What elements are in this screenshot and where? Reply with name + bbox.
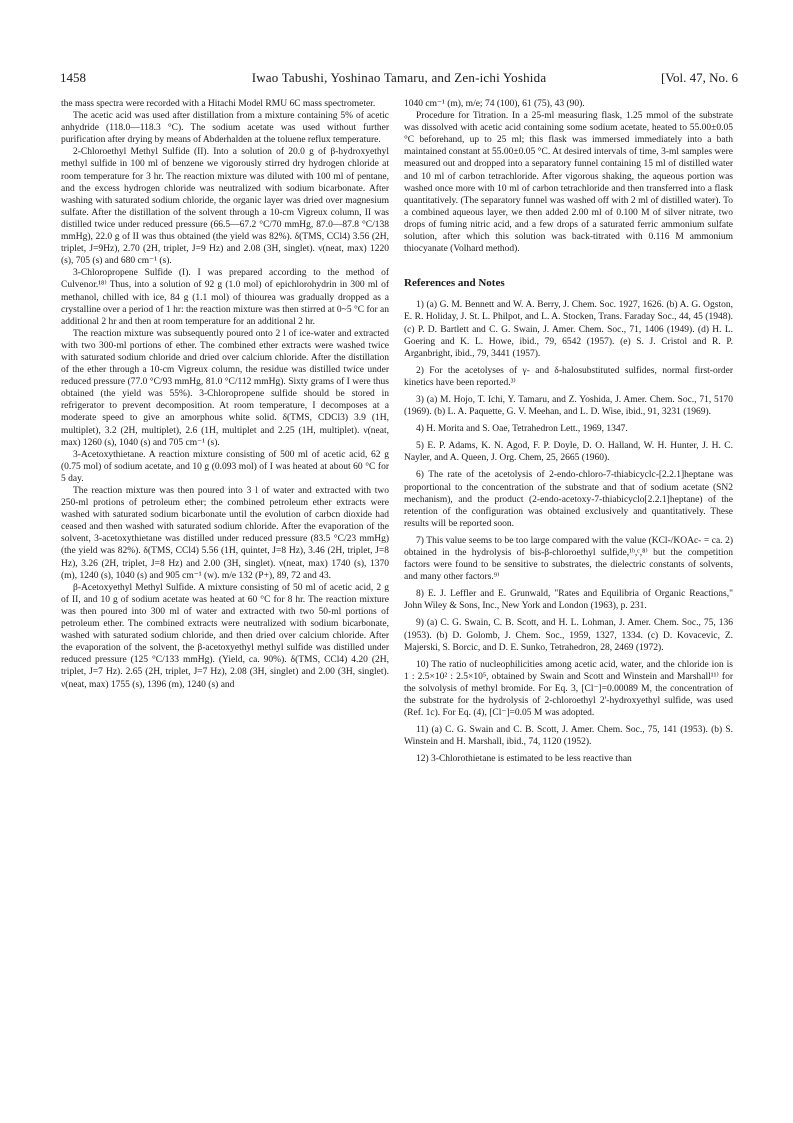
paragraph: The reaction mixture was then poured into 3 l of water and extracted with two 250-ml protions of petroleum ether; the combined petroleum ether extracts were washed with saturated sodium bicarbonate until the evolution of carbcn dioxide had ceased and then washed with saturated sodium chloride. After the evaporation of the solvent, 3-acetoxythietane was distilled under reduced pressure (83.5 °C/23 mmHg) (the yield was 82%). δ(TMS, CCl4) 5.56 (1H, quintet, J=8 Hz), 3.46 (2H, triplet, J=8 Hz), 3.26 (2H, triplet, J=8 Hz) and 2.00 (3H, singlet). ν(neat, max) 1740 (s), 1370 (m), 1240 (s), 1040 (s) and 905 cm⁻¹ (w). m/e 132 (P+), 89, 72 and 43. (61, 486, 389, 581)
paragraph: 3-Chloropropene Sulfide (I). I was prepared according to the method of Culvenor.¹⁸⁾ Thus, into a solution of 92 g (1.0 mol) of epichlorohydrin in 300 ml of methanol, chilled with ice, 84 g (1.1 mol) of thiourea was gradually dropped as a crystalline over a period of 1 hr: the reaction mixture was then stirred at 0~5 °C for an additional 2 hr and then at room temperature for an additional 2 hr. (61, 268, 389, 327)
references-heading: References and Notes (404, 277, 505, 290)
reference-item: 8) E. J. Leffler and E. Grunwald, "Rates and Equilibria of Organic Reactions," John Wiley & Sons, Inc., New York and London (1963), p. 231. (404, 589, 733, 612)
reference-item: 6) The rate of the acetolysis of 2-endo-chloro-7-thiabicyclc-[2.2.1]heptane was proportional to the concentration of the substrate and that of sodium acetate (SN2 mechanism), and the product (2-endo-acetoxy-7-thiabicyclo[2.2.1]heptane) of the retention of the configuration was obtained exclusively and quantitatively. These results will be reported soon. (404, 470, 733, 529)
reference-item: 5) E. P. Adams, K. N. Agod, F. P. Doyle, D. O. Halland, W. H. Hunter, J. H. C. Nayler, and A. Queen, J. Org. Chem, 25, 2665 (1960). (404, 441, 733, 464)
reference-item: 9) (a) C. G. Swain, C. B. Scott, and H. L. Lohman, J. Amer. Chem. Soc., 75, 136 (1953). (b) D. Golomb, J. Chem. Soc., 1959, 1327, 1334. (c) D. Kovacevic, Z. Majerski, S. Borcic, and D. E. Sunko, Tetrahedron, 28, 2469 (1972). (404, 618, 733, 653)
references-list (404, 299, 733, 765)
paragraph: The acetic acid was used after distillation from a mixture containing 5% of acetic anhydride (118.0—118.3 °C). The sodium acetate was used without further purification after drying by means of Abderhalden at the toluene reflux temperature. (61, 111, 389, 146)
volume-issue: [Vol. 47, No. 6 (660, 70, 738, 85)
reference-item: 7) This value seems to be too large compared with the value (KCl-/KOAc- = ca. 2) obtained in the hydrolysis of bis-β-chloroethyl sulfide,¹ᵇ,ᶜ,⁸⁾ but the competition factors were found to be sensitive to substrates, the dielectric constants of solvents, and many other factors.⁹⁾ (404, 535, 733, 583)
paragraph: the mass spectra were recorded with a Hitachi Model RMU 6C mass spectrometer. (61, 99, 376, 109)
paragraph: β-Acetoxyethyl Methyl Sulfide. A mixture consisting of 50 ml of acetic acid, 2 g of II, and 10 g of sodium acetate was heated at 60 °C for 8 hr. The reaction mixture was then poured into 300 ml of water and extracted with two 50-ml portions of petroleum ether. The combined extracts were neutralized with sodium bicarbonate, washed with saturated sodium chloride, and then dried over calcium chloride. After the evaporation of the solvent, the β-acetoxyethyl methyl sulfide was distilled under reduced pressure (125 °C/133 mmHg). (Yield, ca. 90%). δ(TMS, CCl4) 4.20 (2H, triplet, J=7 Hz). 2.65 (2H, triplet, J=7 Hz), 2.08 (3H, singlet) and 2.00 (3H, singlet). ν(neat, max) 1755 (s), 1396 (m), 1240 (s) and (61, 582, 389, 690)
left-column (61, 98, 389, 691)
running-authors: Iwao Tabushi, Yoshinao Tamaru, and Zen-ichi Yoshida (251, 70, 547, 85)
reference-item: 12) 3-Chlorothietane is estimated to be less reactive than (416, 754, 632, 765)
reference-item: 10) The ratio of nucleophilicities among acetic acid, water, and the chloride ion is 1 : 2.5×10² : 2.5×10⁵, obtained by Swain and Scott and Winstein and Marshall¹¹⁾ for the solvolysis of methyl bromide. For Eq. 3, [Cl⁻]=0.00089 M, the concentration of the substrate for the hydrolysis of 2-chloroethyl 2'-hydroxyethyl sulfide, was used (Ref. 1c). For Eq. (4), [Cl⁻]=0.05 M was adopted. (404, 659, 733, 719)
right-column (404, 98, 733, 766)
reference-item: 2) For the acetolyses of γ- and δ-halosubstituted sulfides, normal first-order kinetics have been reported.³⁾ (404, 365, 733, 388)
page-number: 1458 (60, 70, 86, 85)
paragraph: 2-Chloroethyl Methyl Sulfide (II). Into a solution of 20.0 g of β-hydroxyethyl methyl sulfide in 100 ml of benzene we vigorously stirred dry hydrogen chloride at room temperature for 3 hr. The reaction mixture was diluted with 100 ml of pentane, and the excess hydrogen chloride was neutralized with sodium bicarbonate. After washing with saturated sodium chloride, the organic layer was dried over magnesium sulfate. After the distillation of the solvent through a 10-cm Vigreux column, II was distilled twice under reduced pressure (66.5—67.2 °C/70 mmHg, 87.0—87.8 °C/138 mmHg), 22.0 g of II was thus obtained (the yield was 82%). δ(TMS, CCl4) 3.56 (2H, triplet, J=9Hz), 2.70 (2H, triplet, J=9 Hz) and 2.08 (3H, singlet). ν(neat, max) 1220 (s), 705 (s) and 680 cm⁻¹ (s). (61, 147, 389, 267)
running-header (60, 70, 738, 88)
reference-item: 11) (a) C. G. Swain and C. B. Scott, J. Amer. Chem. Soc., 75, 141 (1953). (b) S. Winstein and H. Marshall, ibid., 74, 1120 (1952). (404, 725, 733, 748)
reference-item: 1) (a) G. M. Bennett and W. A. Berry, J. Chem. Soc. 1927, 1626. (b) A. G. Ogston, E. R. Holiday, J. St. L. Philpot, and L. A. Stocken, Trans. Faraday Soc., 44, 45 (1948). (c) P. D. Bartlett and C. G. Swain, J. Amer. Chem. Soc., 71, 1406 (1949). (d) H. L. Goering and K. L. Howe, ibid., 79, 6542 (1957). (e) S. J. Cristol and R. P. Arganbright, ibid., 79, 3441 (1957). (404, 300, 733, 359)
paragraph: The reaction mixture was subsequently poured onto 2 l of ice-water and extracted with two 300-ml portions of ether. The combined ether extracts were washed twice with saturated sodium chloride and dried over calcium chloride. After the distillation of the ether through a 10-cm Vigreux column, the residue was distilled twice under reduced pressure (77.0 °C/93 mmHg, 81.0 °C/112 mmHg). Sixty grams of I were thus obtained (the yield was 55%). 3-Chloropropene sulfide should be stored in refrigerator to prevent decomposition. At room temperature, I decomposes at a moderate speed to give an amorphous white solid. δ(TMS, CDCl3) 3.9 (1H, multiplet), 3.2 (2H, multiplet), 2.6 (1H, multiplet and 2.25 (1H, multiplet). ν(neat, max) 1260 (s), 1040 (s) and 705 cm⁻¹ (s). (61, 328, 389, 448)
paragraph: 3-Acetoxythietane. A reaction mixture consisting of 500 ml of acetic acid, 62 g (0.75 mol) of sodium acetate, and 10 g (0.093 mol) of I was heated at about 60 °C for 5 day. (61, 449, 389, 484)
paragraph: Procedure for Titration. In a 25-ml measuring flask, 1.25 mmol of the substrate was dissolved with acetic acid containing some sodium acetate, heated to 55.00±0.05 °C beforehand, up to 25 ml; this flask was immersed immediately into a bath maintained constant at 55.00±0.05 °C. At desired intervals of time, 3-ml samples were measured out and dropped into a separatory funnel containing 15 ml of distilled water and 10 ml of carbon tetrachloride. After vigorous shaking, the aqueous portion was washed once more with 10 ml of carbon tetrachloride and then transferred into a flask quantitatively. (The separatory funnel was washed off with 2 ml of distilled water). To a combined aqueous layer, we then added 2.00 ml of 0.100 M of silver nitrate, two drops of fuming nitric acid, and a few drops of a saturated ferric ammonium sulfate solution, after which this solution was back-titrated with 0.116 M ammonium thiocyanate (Volhard method). (404, 111, 733, 255)
reference-item: 3) (a) M. Hojo, T. Ichi, Y. Tamaru, and Z. Yoshida, J. Amer. Chem. Soc., 71, 5170 (1969). (b) L. A. Paquette, G. V. Meehan, and L. D. Wise, ibid., 91, 3231 (1969). (404, 394, 733, 418)
reference-item: 4) H. Morita and S. Oae, Tetrahedron Lett., 1969, 1347. (416, 424, 628, 435)
paragraph: 1040 cm⁻¹ (m), m/e; 74 (100), 61 (75), 43 (90). (404, 99, 585, 109)
